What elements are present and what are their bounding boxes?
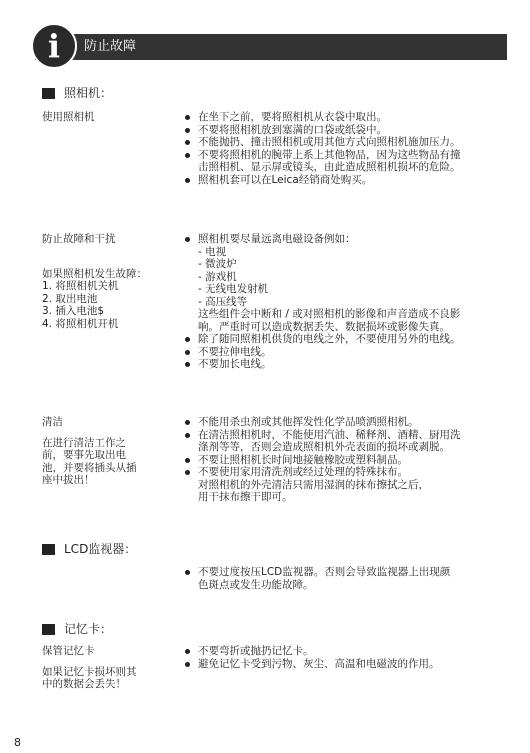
bullet-item <box>184 658 504 671</box>
bullet-item <box>184 358 504 371</box>
bullet-item <box>184 149 504 174</box>
memory-warning-line: 中的数据会丢失！ <box>42 678 126 690</box>
bullet-text-line: 照相机套可以在Leica经销商处购买。 <box>198 173 373 186</box>
bullet-text-line: 击照相机、显示屏或镜头，由此造成照相机损坏的危险。 <box>198 161 461 173</box>
usage-bullet-list <box>184 111 504 186</box>
bullet-item <box>184 124 504 137</box>
bullet-text-line: - 高压线等 <box>198 295 248 308</box>
side-label-interference <box>42 233 162 330</box>
side-label: 保管记忆卡 <box>42 645 95 657</box>
info-icon-letter: i <box>47 27 61 65</box>
bullet-item <box>184 429 504 454</box>
bullet-text-line: 这些组件会中断和 / 或对照相机的影像和声音造成不良影 <box>198 308 461 320</box>
bullet-text-line: 不要使用家用清洗剂或经过处理的特殊抹布。 <box>198 466 408 478</box>
bullet-item <box>184 645 504 658</box>
section-heading-text: 照相机： <box>64 86 113 100</box>
bullet-text-line: 不能抛扔、撞击照相机或用其他方式向照相机施加压力。 <box>198 136 461 148</box>
memory-bullet-list <box>184 645 504 670</box>
bullet-text-line: 避免记忆卡受到污物、灰尘、高温和电磁波的作用。 <box>198 657 440 670</box>
bullet-item <box>184 466 504 504</box>
cleaning-note-line: 池，并要将插头从插 <box>42 461 137 474</box>
side-label: 清洁 <box>42 416 63 428</box>
bullet-text-line: 不要拉伸电线。 <box>198 345 272 358</box>
bullet-item <box>184 174 504 187</box>
section-heading-lcd <box>42 541 136 557</box>
bullet-text-line: 不要将照相机的腕带上系上其他物品，因为这些物品有撞 <box>198 148 461 161</box>
side-label-cleaning <box>42 416 162 487</box>
page-title: 防止故障 <box>84 39 137 54</box>
bullet-item <box>184 346 504 359</box>
malfunction-step: 3. 插入电池$ <box>42 305 105 317</box>
bullet-text-line: 在清洁照相机时，不能使用汽油、稀释剂、酒精、厨用洗 <box>198 428 461 441</box>
bullet-item <box>184 416 504 429</box>
bullet-text-line: 不要过度按压LCD监视器。否则会导致监视器上出现颜 <box>198 566 451 578</box>
bullet-item <box>184 566 504 591</box>
bullet-text-line: 响。严重时可以造成数据丢失、数据损坏或影像失真。 <box>198 320 450 333</box>
bullet-item <box>184 233 504 333</box>
bullet-text-line: 涤剂等等，否则会造成照相机外壳表面的损坏或剥脱。 <box>198 441 450 453</box>
square-bullet-icon <box>42 88 55 99</box>
malfunction-step: 2. 取出电池 <box>42 292 98 305</box>
malfunction-title: 如果照相机发生故障： <box>42 267 147 280</box>
side-label-memory <box>42 645 162 691</box>
interference-bullet-list <box>184 233 504 371</box>
bullet-item <box>184 111 504 124</box>
section-heading-text: LCD监视器： <box>64 542 137 556</box>
lcd-bullet-list <box>184 566 504 591</box>
section-heading-memory <box>42 621 112 637</box>
bullet-item <box>184 333 504 346</box>
bullet-text-line: - 电视 <box>198 245 227 258</box>
bullet-text-line: 照相机要尽量远离电磁设备例如： <box>198 233 356 245</box>
side-label: 使用照相机 <box>42 111 95 123</box>
memory-warning-line: 如果记忆卡损坏则其 <box>42 665 137 678</box>
bullet-text-line: - 游戏机 <box>198 270 237 283</box>
bullet-text-line: 在坐下之前，要将照相机从衣袋中取出。 <box>198 111 387 123</box>
bullet-text-line: - 微波炉 <box>198 258 237 270</box>
bullet-item <box>184 454 504 467</box>
square-bullet-icon <box>42 624 55 635</box>
bullet-text-line: - 无线电发射机 <box>198 283 269 295</box>
side-label-usage <box>42 111 162 124</box>
bullet-text-line: 用干抹布擦干即可。 <box>198 491 293 503</box>
square-bullet-icon <box>42 544 55 555</box>
cleaning-note-line: 在进行清洁工作之 <box>42 436 126 449</box>
bullet-text-line: 对照相机的外壳清洁只需用湿润的抹布擦拭之后， <box>198 478 429 491</box>
side-label: 防止故障和干扰 <box>42 233 116 245</box>
bullet-text-line: 不要加长电线。 <box>198 358 272 370</box>
section-heading-camera <box>42 85 112 101</box>
cleaning-note-line: 前，要事先取出电 <box>42 449 126 461</box>
bullet-text-line: 除了随同照相机供货的电线之外，不要使用另外的电线。 <box>198 333 461 345</box>
section-heading-text: 记忆卡： <box>64 622 113 636</box>
bullet-text-line: 不要将照相机放到塞满的口袋或纸袋中。 <box>198 123 387 136</box>
bullet-text-line: 不要让照相机长时间地接触橡胶或塑料制品。 <box>198 453 408 466</box>
malfunction-step: 1. 将照相机关机 <box>42 280 119 292</box>
cleaning-note-line: 座中拔出！ <box>42 474 95 486</box>
cleaning-bullet-list <box>184 416 504 504</box>
malfunction-step: 4. 将照相机开机 <box>42 317 119 330</box>
bullet-text-line: 色斑点或发生功能故障。 <box>198 578 314 591</box>
page-number: 8 <box>14 736 21 749</box>
bullet-text-line: 不要弯折或抛扔记忆卡。 <box>198 645 314 657</box>
bullet-item <box>184 136 504 149</box>
bullet-text-line: 不能用杀虫剂或其他挥发性化学品喷洒照相机。 <box>198 416 419 428</box>
